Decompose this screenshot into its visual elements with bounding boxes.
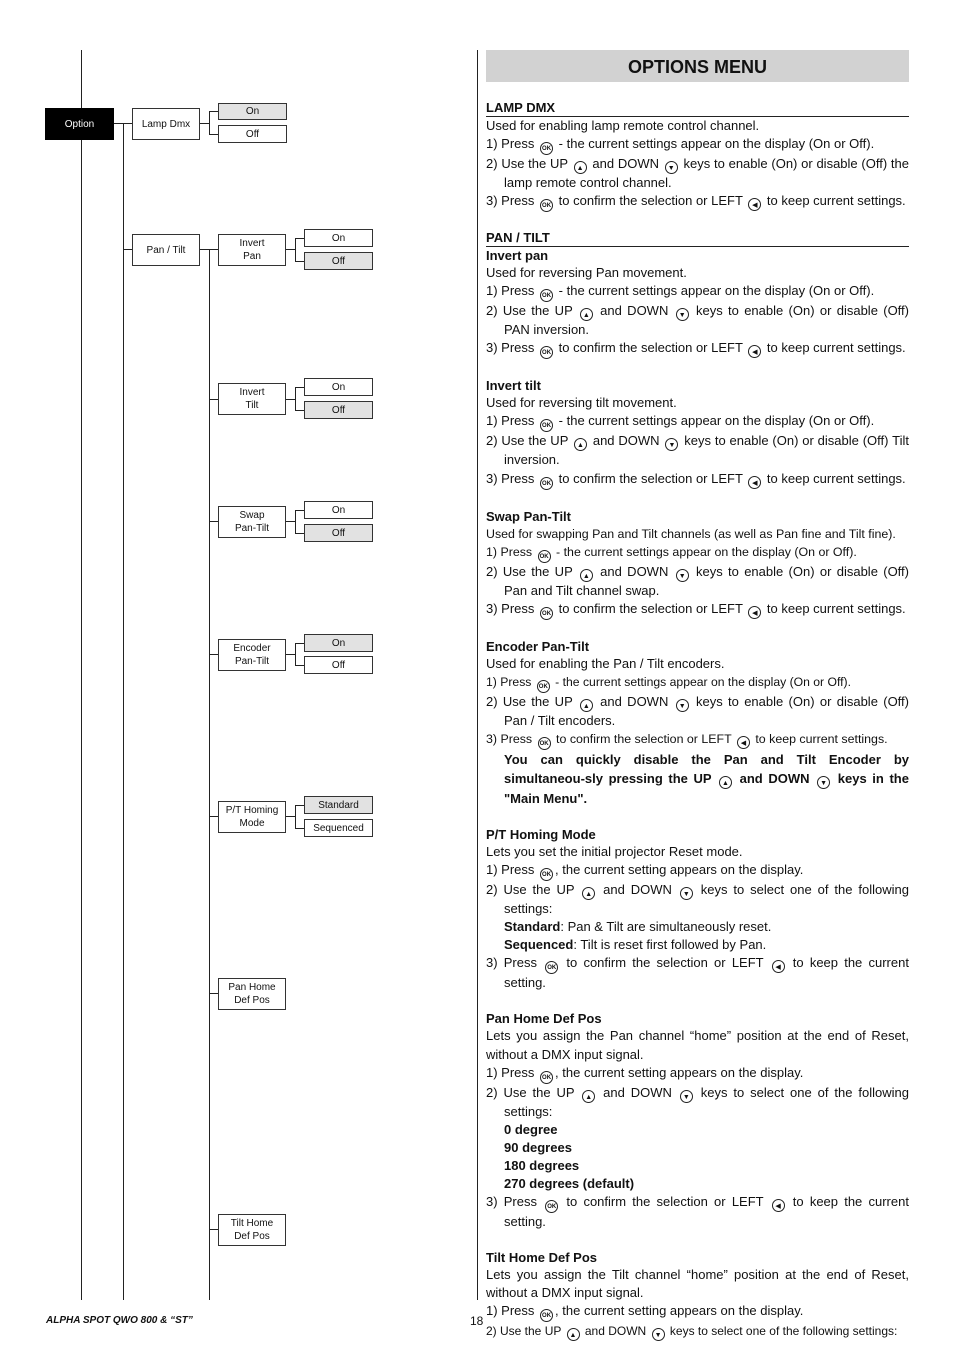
- text: 3) Press: [486, 193, 535, 209]
- options-text: [486, 50, 909, 1341]
- text: to keep current settings.: [766, 600, 906, 616]
- left-icon: ◀: [748, 606, 761, 619]
- tree-line: [295, 828, 304, 829]
- page-number: 18: [470, 1314, 484, 1328]
- encoder-note: [486, 750, 909, 808]
- text: Lets you assign the Pan channel “home” position at the end of Reset, without a DMX input signal.: [486, 1028, 909, 1062]
- up-icon: ▲: [574, 161, 587, 174]
- text: and DOWN: [592, 156, 659, 172]
- left-icon: ◀: [748, 476, 761, 489]
- tree-line: [209, 1229, 218, 1230]
- text: Used for enabling lamp remote control channel.: [486, 118, 760, 133]
- text: and DOWN: [600, 693, 669, 709]
- tree-line: [209, 249, 210, 1300]
- tree-line: [295, 643, 296, 665]
- text: Used for enabling the Pan / Tilt encoders.: [486, 655, 725, 671]
- menu-lamp-dmx[interactable]: Lamp Dmx: [132, 108, 200, 140]
- text: Used for reversing tilt movement.: [486, 395, 677, 411]
- text: 3) Press: [486, 1194, 537, 1210]
- text: - the current settings appear on the display (On or Off).: [555, 674, 851, 689]
- ok-icon: OK: [538, 550, 551, 563]
- text: keys to enable (On) or disable (Off) PAN inversion.: [504, 303, 910, 338]
- step: [486, 339, 909, 359]
- tree-line: [295, 238, 296, 261]
- step: [486, 563, 909, 600]
- text: 3) Press: [486, 731, 533, 746]
- menu-pan-tilt[interactable]: Pan / Tilt: [132, 234, 200, 266]
- text: and DOWN: [603, 1084, 672, 1100]
- step: [486, 135, 909, 155]
- up-icon: ▲: [574, 438, 587, 451]
- tree-line: [295, 387, 296, 410]
- text: Lets you assign the Tilt channel “home” position at the end of Reset, without a DMX input signal.: [486, 1267, 909, 1301]
- text: 1) Press: [486, 1303, 535, 1319]
- down-icon: ▼: [665, 438, 678, 451]
- text: keys to select one of the following settings:: [504, 1084, 909, 1119]
- homing-option: [486, 918, 909, 936]
- option-encoder-on[interactable]: On: [304, 634, 373, 652]
- text: 2) Use the UP: [486, 563, 573, 579]
- down-icon: ▼: [652, 1328, 665, 1341]
- option-invert-pan-off[interactable]: Off: [304, 252, 373, 270]
- text: to confirm the selection or LEFT: [558, 470, 743, 486]
- ok-icon: OK: [540, 346, 553, 359]
- menu-option-root[interactable]: Option: [45, 108, 114, 140]
- up-icon: ▲: [580, 308, 593, 321]
- tree-line: [123, 123, 124, 1300]
- text: - the current settings appear on the display (On or Off).: [556, 544, 857, 559]
- text: keys to enable (On) or disable (Off) Pan and Tilt channel swap.: [504, 563, 910, 598]
- pan-home-option: 0 degree: [504, 1121, 558, 1137]
- text: : Tilt is reset first followed by Pan.: [573, 937, 767, 953]
- text: , the current setting appears on the display.: [555, 862, 804, 878]
- text: 2) Use the UP: [486, 303, 573, 319]
- tree-line: [295, 665, 304, 666]
- step: [486, 155, 909, 192]
- text: : Pan & Tilt are simultaneously reset.: [560, 919, 772, 935]
- ok-icon: OK: [540, 1071, 553, 1084]
- subheading-swap-pan-tilt: Swap Pan-Tilt: [486, 508, 571, 524]
- text: 2) Use the UP: [486, 882, 575, 898]
- text: 1) Press: [486, 1064, 535, 1080]
- ok-icon: OK: [538, 737, 551, 750]
- left-icon: ◀: [772, 960, 785, 973]
- text: Used for swapping Pan and Tilt channels (as well as Pan fine and Tilt fine).: [486, 526, 896, 541]
- text: Standard: [504, 919, 561, 935]
- up-icon: ▲: [719, 776, 732, 789]
- step: [486, 881, 909, 918]
- tree-line: [209, 399, 218, 400]
- subheading-pt-homing-mode: P/T Homing Mode: [486, 826, 596, 842]
- left-icon: ◀: [748, 198, 761, 211]
- tree-line: [295, 805, 304, 806]
- step: [486, 1084, 909, 1121]
- subheading-pan-home-def-pos: Pan Home Def Pos: [486, 1011, 602, 1027]
- tree-line: [123, 249, 132, 250]
- text: to confirm the selection or LEFT: [558, 340, 743, 356]
- option-lamp-on[interactable]: On: [218, 103, 287, 120]
- pan-home-option: 180 degrees: [504, 1157, 580, 1173]
- up-icon: ▲: [582, 887, 595, 900]
- tree-line: [295, 643, 304, 644]
- down-icon: ▼: [680, 1090, 693, 1103]
- pan-home-option: 270 degrees (default): [504, 1175, 635, 1191]
- step: [486, 861, 909, 881]
- text: keys to enable (On) or disable (Off) the lamp remote control channel.: [504, 156, 909, 191]
- menu-swap-pan-tilt[interactable]: Swap Pan-Tilt: [218, 506, 286, 538]
- text: to confirm the selection or LEFT: [566, 1194, 764, 1210]
- text: 1) Press: [486, 283, 535, 299]
- step: [486, 1193, 909, 1231]
- step: [486, 673, 909, 693]
- tree-line: [209, 654, 218, 655]
- option-invert-tilt-off[interactable]: Off: [304, 401, 373, 419]
- text: and DOWN: [600, 303, 669, 319]
- text: 3) Press: [486, 600, 535, 616]
- tree-line: [200, 123, 209, 124]
- step: [486, 412, 909, 432]
- menu-invert-tilt[interactable]: Invert Tilt: [218, 383, 286, 415]
- text: - the current settings appear on the display (On or Off).: [558, 413, 875, 429]
- text: 3) Press: [486, 470, 535, 486]
- text: and DOWN: [739, 770, 810, 786]
- text: to keep the current setting.: [504, 955, 909, 991]
- tree-line: [295, 387, 304, 388]
- tree-line: [200, 249, 218, 250]
- menu-pan-home-def-pos[interactable]: Pan Home Def Pos: [218, 978, 286, 1010]
- text: , the current setting appears on the display.: [555, 1303, 804, 1319]
- tree-line: [81, 50, 82, 1300]
- text: Lets you set the initial projector Reset mode.: [486, 843, 743, 859]
- text: 1) Press: [486, 674, 532, 689]
- tree-line: [295, 238, 304, 239]
- step: [486, 432, 909, 469]
- up-icon: ▲: [582, 1090, 595, 1103]
- text: and DOWN: [600, 563, 669, 579]
- text: and DOWN: [603, 882, 672, 898]
- text: and DOWN: [584, 1324, 647, 1339]
- tree-line: [209, 521, 218, 522]
- option-lamp-off[interactable]: Off: [218, 125, 287, 143]
- tree-line: [295, 410, 304, 411]
- text: keys to select one of the following settings:: [504, 882, 909, 917]
- tree-line: [114, 123, 132, 124]
- ok-icon: OK: [537, 680, 550, 693]
- down-icon: ▼: [676, 308, 689, 321]
- text: to confirm the selection or LEFT: [556, 731, 732, 746]
- text: 3) Press: [486, 955, 537, 971]
- down-icon: ▼: [665, 161, 678, 174]
- tree-line: [209, 111, 210, 134]
- option-invert-pan-on[interactable]: On: [304, 229, 373, 247]
- tree-line: [209, 111, 218, 112]
- option-invert-tilt-on[interactable]: On: [304, 378, 373, 396]
- text: to keep current settings.: [766, 470, 906, 486]
- text: keys to enable (On) or disable (Off) Pan / Tilt encoders.: [504, 693, 910, 728]
- page-title: OPTIONS MENU: [486, 50, 909, 82]
- option-encoder-off[interactable]: Off: [304, 656, 373, 674]
- text: keys to enable (On) or disable (Off) Tilt inversion.: [504, 433, 909, 468]
- down-icon: ▼: [676, 569, 689, 582]
- text: 1) Press: [486, 136, 535, 152]
- subheading-tilt-home-def-pos: Tilt Home Def Pos: [486, 1250, 598, 1266]
- ok-icon: OK: [545, 1200, 558, 1213]
- ok-icon: OK: [540, 1309, 553, 1322]
- tree-line: [295, 533, 304, 534]
- down-icon: ▼: [680, 887, 693, 900]
- text: keys in the "Main Menu".: [504, 770, 909, 806]
- ok-icon: OK: [540, 142, 553, 155]
- section-lamp-dmx: LAMP DMX: [486, 100, 909, 117]
- text: to keep current settings.: [766, 193, 906, 209]
- step: [486, 693, 909, 730]
- step: [486, 302, 909, 339]
- section-pan-tilt: PAN / TILT: [486, 230, 909, 247]
- up-icon: ▲: [580, 569, 593, 582]
- up-icon: ▲: [580, 699, 593, 712]
- up-icon: ▲: [567, 1328, 580, 1341]
- tree-line: [295, 510, 304, 511]
- tree-line: [286, 816, 295, 817]
- menu-invert-pan[interactable]: Invert Pan: [218, 234, 286, 266]
- step: [486, 954, 909, 992]
- tree-line: [209, 134, 218, 135]
- text: Sequenced: [504, 937, 574, 953]
- tree-line: [209, 816, 218, 817]
- ok-icon: OK: [540, 199, 553, 212]
- tree-line: [286, 249, 295, 250]
- text: 2) Use the UP: [486, 433, 569, 449]
- text: 2) Use the UP: [486, 1084, 575, 1100]
- column-divider: [477, 50, 478, 1300]
- step: [486, 1322, 909, 1341]
- text: and DOWN: [592, 433, 660, 449]
- tree-line: [286, 521, 295, 522]
- down-icon: ▼: [676, 699, 689, 712]
- text: Used for reversing Pan movement.: [486, 265, 687, 281]
- left-icon: ◀: [748, 345, 761, 358]
- text: - the current settings appear on the display (On or Off).: [558, 283, 875, 299]
- text: You can quickly disable the Pan and Tilt Encoder by simultaneou-sly pressing the UP: [504, 751, 909, 786]
- option-swap-off[interactable]: Off: [304, 524, 373, 542]
- text: to confirm the selection or LEFT: [566, 955, 764, 971]
- tree-line: [295, 805, 296, 828]
- option-swap-on[interactable]: On: [304, 501, 373, 519]
- step: [486, 1302, 909, 1322]
- tree-line: [295, 510, 296, 533]
- step: [486, 730, 909, 750]
- step: [486, 1064, 909, 1084]
- step: [486, 470, 909, 490]
- ok-icon: OK: [540, 477, 553, 490]
- ok-icon: OK: [540, 868, 553, 881]
- text: 3) Press: [486, 340, 535, 356]
- text: to confirm the selection or LEFT: [558, 193, 743, 209]
- step: [486, 282, 909, 302]
- text: 1) Press: [486, 413, 535, 429]
- subheading-invert-pan: Invert pan: [486, 248, 549, 264]
- ok-icon: OK: [540, 419, 553, 432]
- ok-icon: OK: [540, 289, 553, 302]
- step: [486, 543, 909, 563]
- text: keys to select one of the following settings:: [669, 1324, 898, 1339]
- subheading-encoder-pan-tilt: Encoder Pan-Tilt: [486, 638, 590, 654]
- text: to confirm the selection or LEFT: [558, 600, 743, 616]
- menu-encoder-pan-tilt[interactable]: Encoder Pan-Tilt: [218, 639, 286, 671]
- text: to keep current settings.: [766, 340, 906, 356]
- text: 2) Use the UP: [486, 156, 568, 172]
- text: 2) Use the UP: [486, 693, 573, 709]
- text: to keep the current setting.: [504, 1194, 909, 1230]
- text: 1) Press: [486, 544, 533, 559]
- left-icon: ◀: [737, 736, 750, 749]
- tree-line: [295, 261, 304, 262]
- menu-pt-homing-mode[interactable]: P/T Homing Mode: [218, 801, 286, 833]
- ok-icon: OK: [545, 961, 558, 974]
- step: [486, 600, 909, 620]
- tree-line: [286, 654, 295, 655]
- footer-product-name: ALPHA SPOT QWO 800 & “ST”: [46, 1315, 193, 1326]
- text: 2) Use the UP: [486, 1324, 562, 1339]
- text: to keep current settings.: [755, 731, 888, 746]
- text: - the current settings appear on the display (On or Off).: [558, 136, 875, 152]
- homing-option: [486, 936, 909, 954]
- text: , the current setting appears on the display.: [555, 1064, 804, 1080]
- left-icon: ◀: [772, 1199, 785, 1212]
- option-homing-sequenced[interactable]: Sequenced: [304, 819, 373, 837]
- tree-line: [209, 993, 218, 994]
- ok-icon: OK: [540, 607, 553, 620]
- tree-line: [286, 399, 295, 400]
- pan-home-option: 90 degrees: [504, 1139, 572, 1155]
- step: [486, 192, 909, 212]
- down-icon: ▼: [817, 776, 830, 789]
- text: 1) Press: [486, 862, 535, 878]
- subheading-invert-tilt: Invert tilt: [486, 378, 541, 394]
- menu-tilt-home-def-pos[interactable]: Tilt Home Def Pos: [218, 1214, 286, 1246]
- option-homing-standard[interactable]: Standard: [304, 796, 373, 814]
